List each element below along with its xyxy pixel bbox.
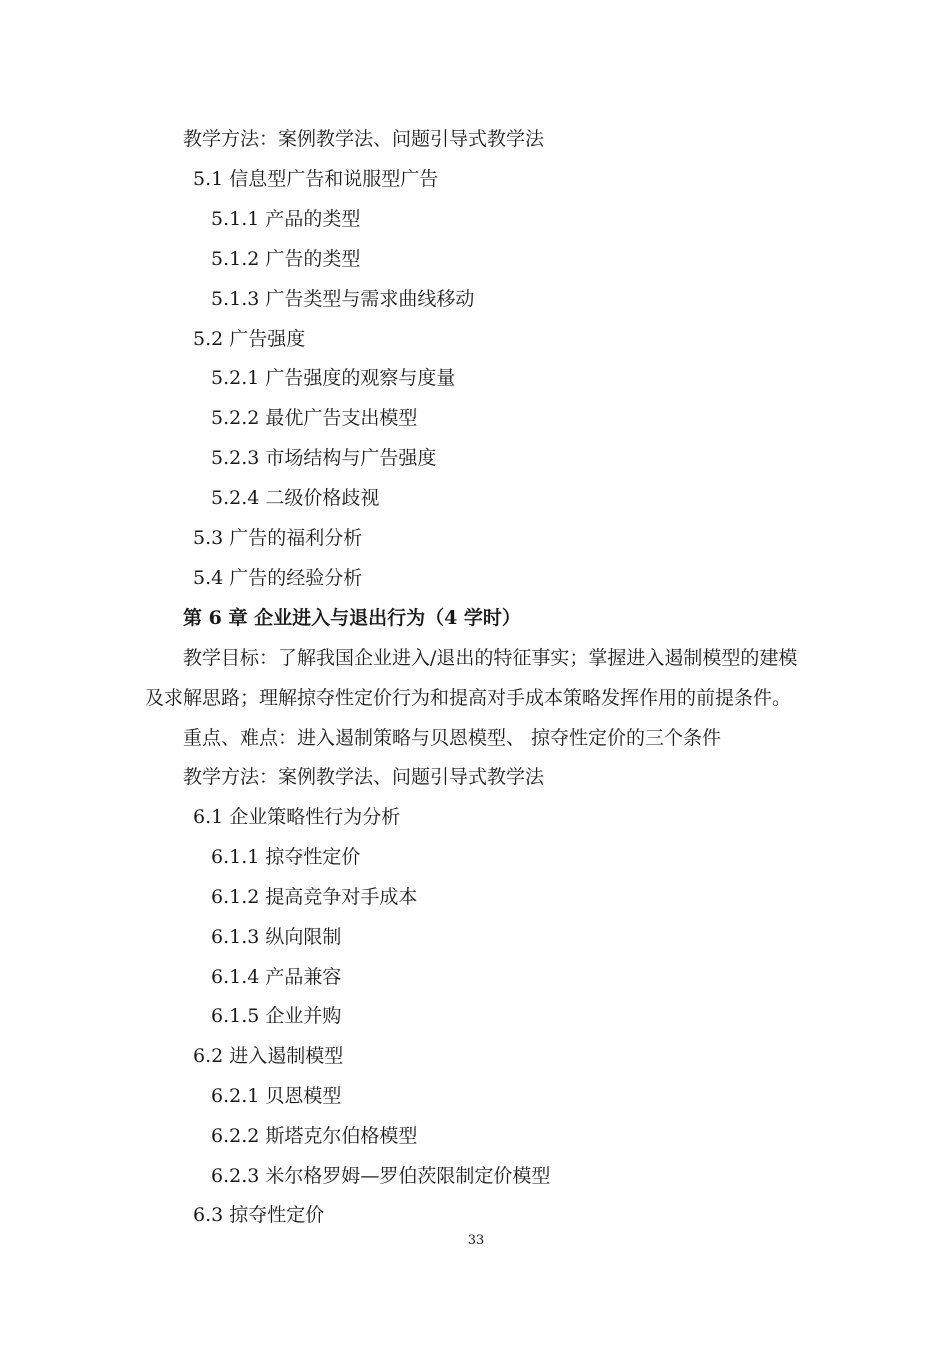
- chapter-6-heading: 第 6 章 企业进入与退出行为（4 学时）: [183, 607, 521, 629]
- subsection-5-2-1: 5.2.1 广告强度的观察与度量: [211, 367, 456, 389]
- page-number: 33: [467, 1233, 485, 1248]
- key-difficulty-line: 重点、难点：进入遏制策略与贝恩模型、 掠夺性定价的三个条件: [183, 727, 722, 749]
- section-6-2-heading: 6.2 进入遏制模型: [193, 1045, 344, 1067]
- subsection-6-2-2: 6.2.2 斯塔克尔伯格模型: [211, 1125, 418, 1147]
- section-6-1-heading: 6.1 企业策略性行为分析: [193, 806, 401, 828]
- subsection-5-1-3: 5.1.3 广告类型与需求曲线移动: [211, 288, 475, 310]
- subsection-5-2-4: 5.2.4 二级价格歧视: [211, 487, 380, 509]
- subsection-5-1-1: 5.1.1 产品的类型: [211, 208, 361, 230]
- subsection-6-1-5: 6.1.5 企业并购: [211, 1005, 342, 1027]
- teaching-method-line: 教学方法：案例教学法、问题引导式教学法: [183, 128, 545, 150]
- section-5-1-heading: 5.1 信息型广告和说服型广告: [193, 168, 439, 190]
- teaching-goal-line-2: 及求解思路；理解掠夺性定价行为和提高对手成本策略发挥作用的前提条件。: [145, 687, 792, 709]
- subsection-5-1-2: 5.1.2 广告的类型: [211, 248, 361, 270]
- subsection-5-2-2: 5.2.2 最优广告支出模型: [211, 407, 418, 429]
- subsection-6-1-3: 6.1.3 纵向限制: [211, 926, 342, 948]
- subsection-6-1-2: 6.1.2 提高竞争对手成本: [211, 886, 418, 908]
- section-6-3-heading: 6.3 掠夺性定价: [193, 1204, 325, 1226]
- subsection-6-1-1: 6.1.1 掠夺性定价: [211, 846, 361, 868]
- subsection-6-1-4: 6.1.4 产品兼容: [211, 966, 342, 988]
- teaching-goal-line-1: 教学目标：了解我国企业进入/退出的特征事实；掌握进入遏制模型的建模: [183, 647, 798, 669]
- section-5-3-heading: 5.3 广告的福利分析: [193, 527, 363, 549]
- subsection-6-2-3: 6.2.3 米尔格罗姆—罗伯茨限制定价模型: [211, 1165, 551, 1187]
- section-5-4-heading: 5.4 广告的经验分析: [193, 567, 363, 589]
- subsection-6-2-1: 6.2.1 贝恩模型: [211, 1085, 342, 1107]
- teaching-method-line-2: 教学方法：案例教学法、问题引导式教学法: [183, 766, 545, 788]
- section-5-2-heading: 5.2 广告强度: [193, 328, 306, 350]
- subsection-5-2-3: 5.2.3 市场结构与广告强度: [211, 447, 437, 469]
